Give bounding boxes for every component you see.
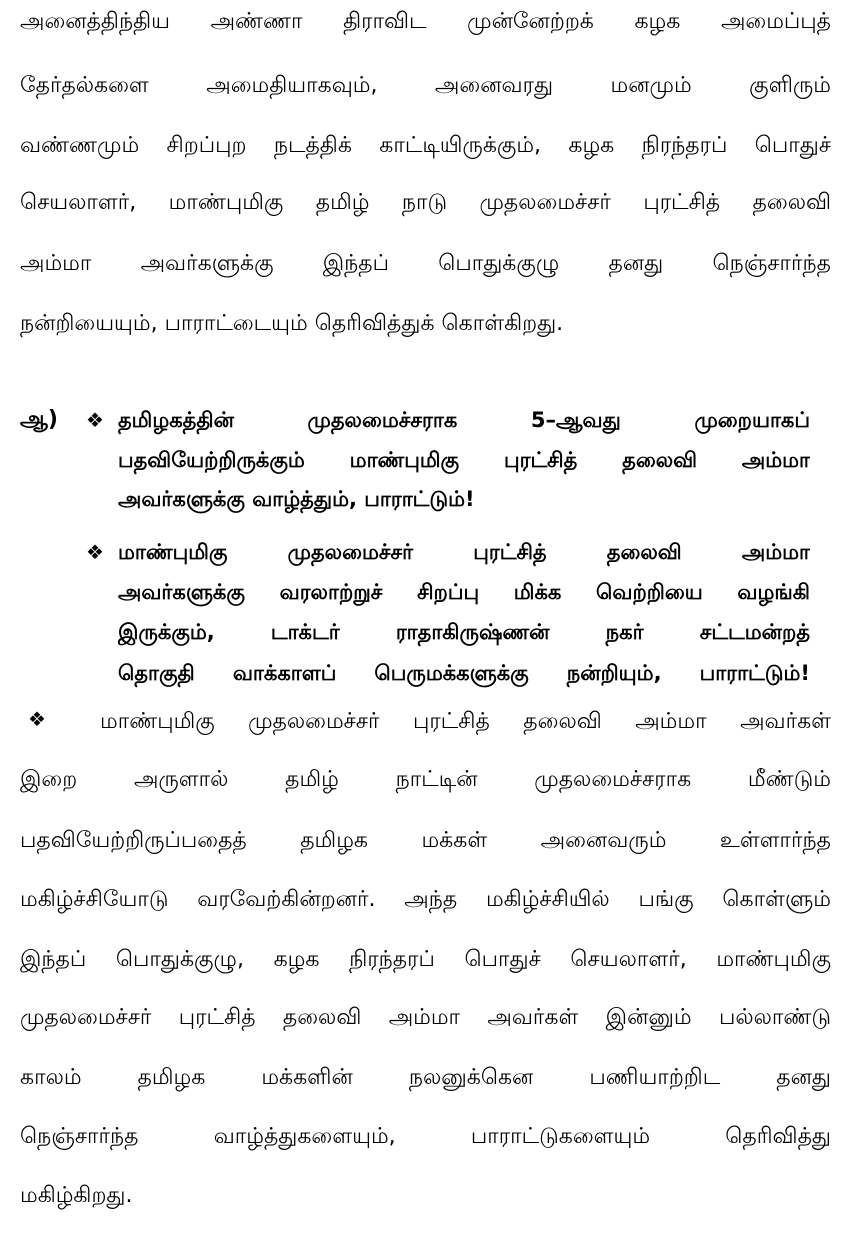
- paragraph-2-line: இறை அருளால் தமிழ் நாட்டின் முதலமைச்சராக மீண்டும்: [20, 767, 831, 792]
- paragraph-2-line: பதவியேற்றிருப்பதைத் தமிழக மக்கள் அனைவரும் உள்ளார்ந்த: [20, 828, 831, 853]
- paragraph-1-line: நன்றியையும், பாராட்டையும் தெரிவித்துக் கொள்கிறது.: [20, 311, 564, 336]
- paragraph-2-line: மகிழ்ச்சியோடு வரவேற்கின்றனர். அந்த மகிழ்ச்சியில் பங்கு கொள்ளும்: [20, 887, 831, 912]
- paragraph-2-line: நெஞ்சார்ந்த வாழ்த்துகளையும், பாராட்டுகளையும் தெரிவித்து: [20, 1124, 831, 1149]
- resolution-bullet-1-line: அவர்களுக்கு வாழ்த்தும், பாராட்டும்!: [118, 487, 475, 511]
- diamond-bullet-icon: ❖: [28, 707, 46, 731]
- diamond-bullet-icon: ❖: [86, 540, 104, 564]
- paragraph-2-first-line: மாண்புமிகு முதலமைச்சர் புரட்சித் தலைவி அம்மா அவர்கள்: [100, 709, 831, 734]
- resolution-bullet-1-line: பதவியேற்றிருக்கும் மாண்புமிகு புரட்சித் தலைவி அம்மா: [118, 448, 810, 472]
- paragraph-1-line: அனைத்திந்திய அண்ணா திராவிட முன்னேற்றக் கழக அமைப்புத்: [20, 9, 831, 34]
- diamond-bullet-icon: ❖: [86, 408, 104, 432]
- paragraph-1-line: அம்மா அவர்களுக்கு இந்தப் பொதுக்குழு தனது நெஞ்சார்ந்த: [20, 251, 831, 276]
- resolution-bullet-2-line: தொகுதி வாக்காளப் பெருமக்களுக்கு நன்றியும், பாராட்டும்!: [118, 661, 810, 685]
- paragraph-2-line: முதலமைச்சர் புரட்சித் தலைவி அம்மா அவர்கள் இன்னும் பல்லாண்டு: [20, 1005, 831, 1030]
- resolution-bullet-1-line: தமிழகத்தின் முதலமைச்சராக 5–ஆவது முறையாகப்: [118, 408, 810, 432]
- paragraph-2-line: காலம் தமிழக மக்களின் நலனுக்கென பணியாற்றிட தனது: [20, 1065, 831, 1090]
- resolution-bullet-2-line: மாண்புமிகு முதலமைச்சர் புரட்சித் தலைவி அம்மா: [118, 540, 810, 564]
- resolution-bullet-2-line: இருக்கும், டாக்டர் ராதாகிருஷ்ணன் நகர் சட்டமன்றத்: [118, 620, 810, 644]
- resolution-marker: ஆ): [20, 407, 58, 432]
- paragraph-1-line: தேர்தல்களை அமைதியாகவும், அனைவரது மனமும் குளிரும்: [20, 73, 831, 98]
- resolution-bullet-2-line: அவர்களுக்கு வரலாற்றுச் சிறப்பு மிக்க வெற்றியை வழங்கி: [118, 580, 810, 604]
- paragraph-1-line: செயலாளர், மாண்புமிகு தமிழ் நாடு முதலமைச்சர் புரட்சித் தலைவி: [20, 190, 831, 215]
- paragraph-1-line: வண்ணமும் சிறப்புற நடத்திக் காட்டியிருக்கும், கழக நிரந்தரப் பொதுச்: [20, 133, 831, 158]
- paragraph-2-line: மகிழ்கிறது.: [20, 1183, 133, 1208]
- paragraph-2-line: இந்தப் பொதுக்குழு, கழக நிரந்தரப் பொதுச் செயலாளர், மாண்புமிகு: [20, 947, 831, 972]
